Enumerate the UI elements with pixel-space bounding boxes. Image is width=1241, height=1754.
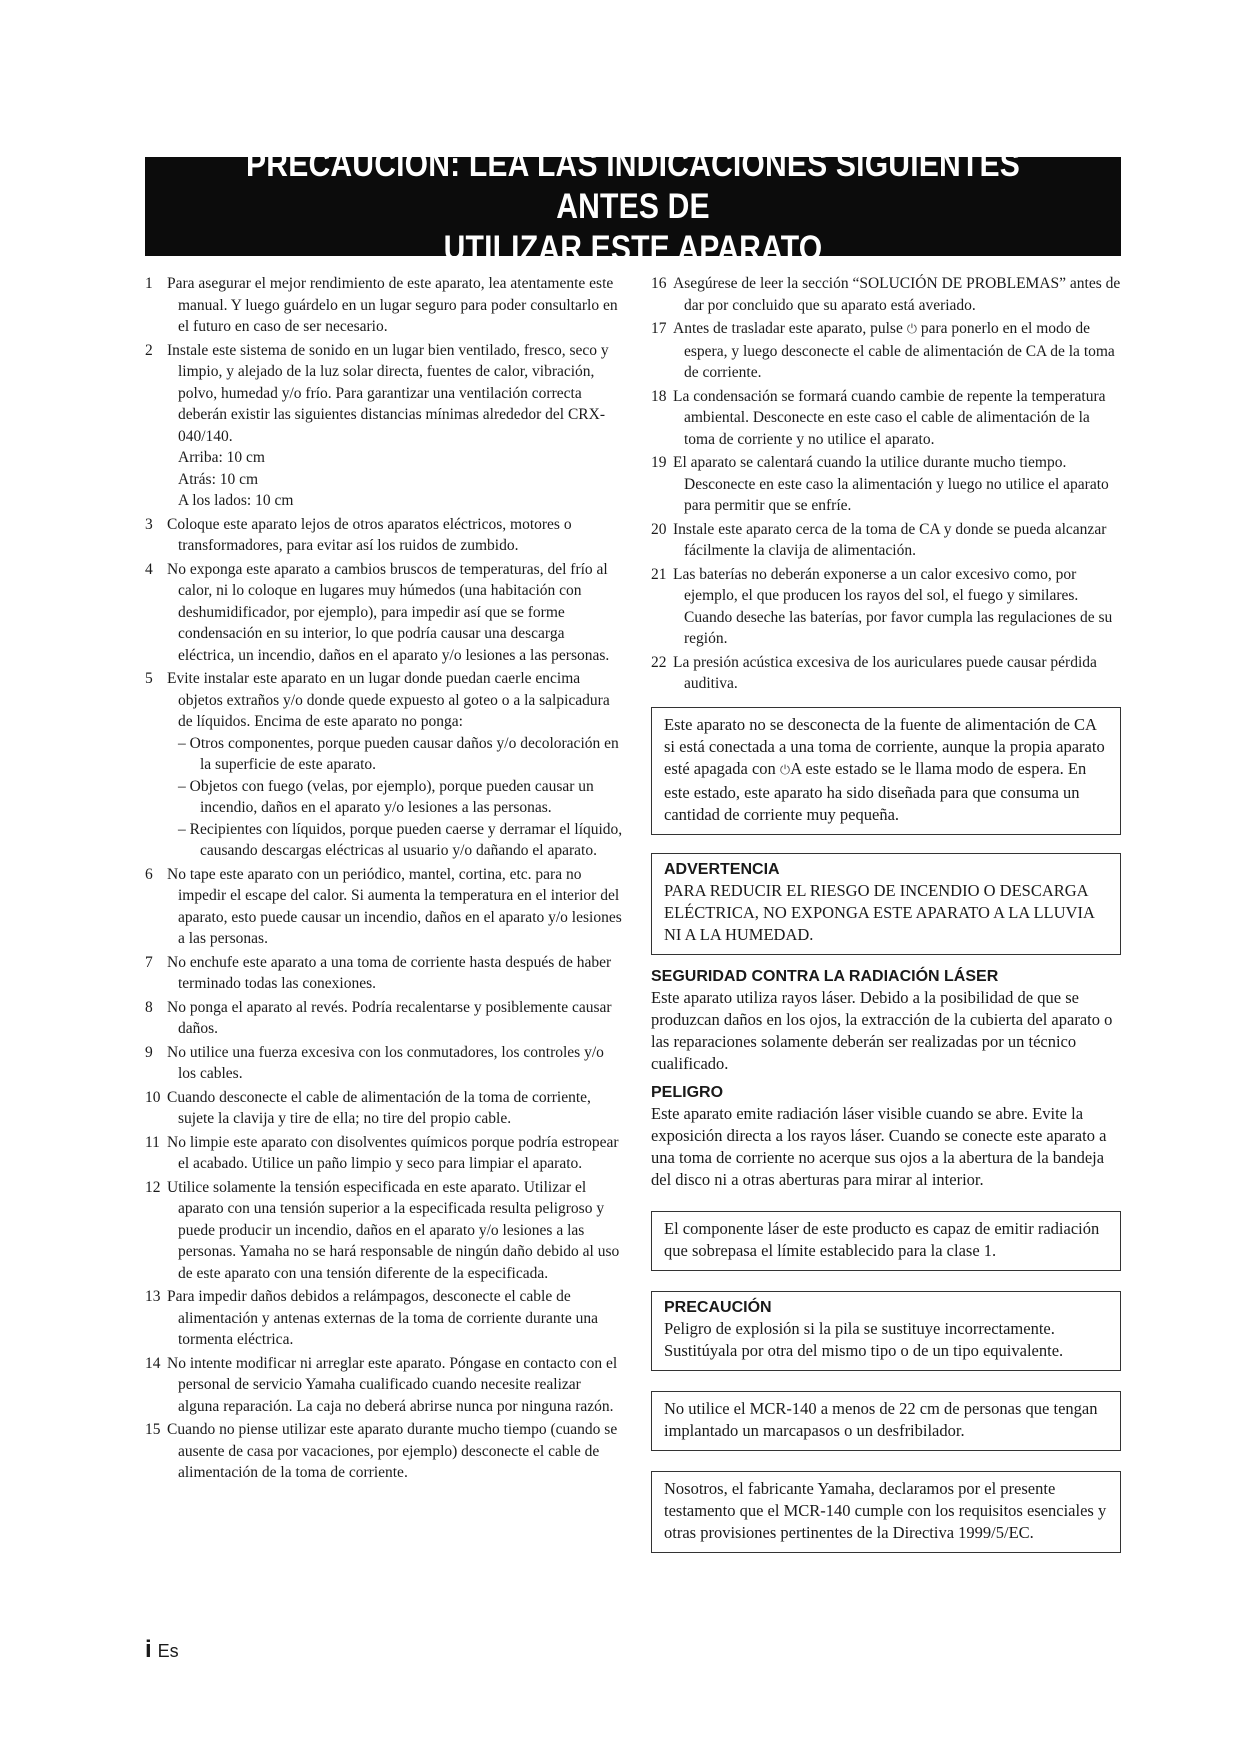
caution-heading: PRECAUCIÓN — [664, 1298, 772, 1316]
caution-box — [651, 1291, 1121, 1371]
right-column — [651, 273, 1121, 1553]
list-item: 9 No utilice una fuerza excesiva con los conmutadores, los controles y/o los cables. — [145, 1043, 604, 1082]
distance-top: Arriba: 10 cm — [178, 449, 265, 466]
list-item: 4 No exponga este aparato a cambios bruscos de temperaturas, del frío al calor, ni lo coloque en lugares muy húmedos (una habitación con deshumidificador, por ejemplo), para impedir así que se forme condensación en su interior, lo que podría causar una descarga eléctrica, un incendio, daños en el aparato y/o lesiones a las personas. — [145, 560, 610, 664]
list-item: 10 Cuando desconecte el cable de alimentación de la toma de corriente, sujete la clavija y tire de ella; no tire del propio cable. — [145, 1088, 591, 1127]
dash-item: – Objetos con fuego (velas, por ejemplo), porque pueden causar un incendio, daños en el aparato y/o lesiones a las personas. — [178, 777, 594, 816]
declaration-box: Nosotros, el fabricante Yamaha, declaramos por el presente testamento que el MCR-140 cumple con los requisitos esenciales y otras provisiones pertinentes de la Directiva 1999/5/EC. — [651, 1471, 1121, 1553]
list-item: 16 Asegúrese de leer la sección “SOLUCIÓN DE PROBLEMAS” antes de dar por concluido que su aparato está averiado. — [651, 275, 1121, 314]
title-line-2: UTILIZAR ESTE APARATO — [443, 228, 823, 268]
danger-heading: PELIGRO — [651, 1083, 724, 1101]
list-item: 5 Evite instalar este aparato en un lugar donde puedan caerle encima objetos extraños y/o donde quede expuesto al goteo o a la salpicadura de líquidos. Encima de este aparato no ponga: — [145, 670, 610, 730]
warning-text: PARA REDUCIR EL RIESGO DE INCENDIO O DESCARGA ELÉCTRICA, NO EXPONGA ESTE APARATO A LA LLUVIA NI A LA HUMEDAD. — [664, 880, 1094, 944]
list-item: 2 Instale este sistema de sonido en un lugar bien ventilado, fresco, seco y limpio, y alejado de la luz solar directa, fuentes de calor, vibración, polvo, humedad y/o frío. Para garantizar una ventilación correcta deberán existir las siguientes distancias mínimas alrededor del CRX-040/140. — [145, 341, 609, 445]
laser-safety-text: Este aparato utiliza rayos láser. Debido a la posibilidad de que se produzcan daños en los ojos, la extracción de la cubierta del aparato o las reparaciones solamente deberán ser realizadas por un técnico cualificado. — [651, 987, 1113, 1073]
page-footer — [145, 1636, 179, 1664]
page-title — [145, 144, 1121, 268]
danger-text: Este aparato emite radiación láser visible cuando se abre. Evite la exposición directa a los rayos láser. Cuando se conecte este aparato a una toma de corriente no acerque sus ojos a la abertura de la bandeja del disco ni a otras aberturas para mirar al interior. — [651, 1103, 1107, 1189]
list-item: 6 No tape este aparato con un periódico, mantel, cortina, etc. para no impedir el escape del calor. Si aumenta la temperatura en el interior del aparato, esto puede causar un incendio, daños en el aparato y/o lesiones a las personas. — [145, 865, 622, 947]
dash-item: – Recipientes con líquidos, porque pueden caerse y derramar el líquido, causando descargas eléctricas al usuario y/o dañando el aparato. — [178, 820, 623, 859]
list-item: 7 No enchufe este aparato a una toma de corriente hasta después de haber terminado todas las conexiones. — [145, 953, 612, 992]
list-item: 1 Para asegurar el mejor rendimiento de este aparato, lea atentamente este manual. Y luego guárdelo en un lugar seguro para poder consultarlo en el futuro en caso de ser necesario. — [145, 275, 618, 335]
warning-box — [651, 853, 1121, 955]
warning-heading: ADVERTENCIA — [664, 860, 780, 878]
list-item: 22 La presión acústica excesiva de los auriculares puede causar pérdida auditiva. — [651, 653, 1097, 692]
list-item: 15 Cuando no piense utilizar este aparato durante mucho tiempo (cuando se ausente de casa por vacaciones, por ejemplo) desconecte el cable de alimentación de la toma de corriente. — [145, 1421, 618, 1481]
laser-class-box: El componente láser de este producto es capaz de emitir radiación que sobrepasa el límite establecido para la clase 1. — [651, 1211, 1121, 1271]
list-item: 8 No ponga el aparato al revés. Podría recalentarse y posiblemente causar daños. — [145, 998, 612, 1037]
power-icon: ⏻ — [906, 322, 917, 337]
danger-section — [651, 1083, 1121, 1191]
list-item: 21 Las baterías no deberán exponerse a un calor excesivo como, por ejemplo, el que producen los rayos del sol, el fuego y similares. Cuando deseche las baterías, por favor cumpla las regulaciones de su región. — [651, 565, 1113, 647]
distance-back: Atrás: 10 cm — [178, 470, 259, 488]
page-number: i — [145, 1636, 152, 1663]
language-code: Es — [157, 1641, 179, 1661]
distance-sides: A los lados: 10 cm — [178, 492, 294, 509]
standby-notice-box: Este aparato no se desconecta de la fuente de alimentación de CA si está conectada a una toma de corriente, aunque la propia aparato esté apagada con ⏻A este estado se le llama modo de espera. En este estado, este aparato ha sido diseñada para que consuma un cantidad de corriente muy pequeña. — [651, 707, 1121, 835]
dash-item: – Otros componentes, porque pueden causar daños y/o decoloración en la superficie de este aparato. — [178, 734, 619, 773]
left-column — [145, 273, 623, 1486]
list-item: 12 Utilice solamente la tensión especificada en este aparato. Utilizar el aparato con una tensión superior a la especificada resulta peligroso y puede producir un incendio, daños en el aparato y/o lesiones a las personas. Yamaha no se hará responsable de ningún daño debido al uso de este aparato con una tensión diferente de la especificada. — [145, 1178, 620, 1282]
power-icon: ⏻ — [779, 762, 791, 778]
list-item: 19 El aparato se calentará cuando la utilice durante mucho tiempo. Desconecte en este caso la alimentación y luego no utilice el aparato para permitir que se enfríe. — [651, 454, 1109, 514]
pacemaker-box: No utilice el MCR-140 a menos de 22 cm de personas que tengan implantado un marcapasos o un desfribilador. — [651, 1391, 1121, 1451]
list-item: 3 Coloque este aparato lejos de otros aparatos eléctricos, motores o transformadores, para evitar así los ruidos de zumbido. — [145, 515, 572, 554]
list-item: 20 Instale este aparato cerca de la toma de CA y donde se pueda alcanzar fácilmente la clavija de alimentación. — [651, 520, 1107, 559]
title-line-1: PRECAUCIÓN: LEA LAS INDICACIONES SIGUIENTES ANTES DE — [246, 144, 1020, 226]
caution-text: Peligro de explosión si la pila se sustituye incorrectamente. Sustitúyala por otra del mismo tipo o de un tipo equivalente. — [664, 1318, 1064, 1360]
list-item: 18 La condensación se formará cuando cambie de repente la temperatura ambiental. Desconecte en este caso el cable de alimentación de la toma de corriente y no utilice el aparato. — [651, 387, 1106, 448]
list-item: 11 No limpie este aparato con disolventes químicos porque podría estropear el acabado. Utilice un paño limpio y seco para limpiar el aparato. — [145, 1133, 619, 1172]
list-item: 17 Antes de trasladar este aparato, pulse ⏻ para ponerlo en el modo de espera, y luego desconecte el cable de alimentación de CA de la toma de corriente. — [651, 320, 1115, 381]
list-item: 13 Para impedir daños debidos a relámpagos, desconecte el cable de alimentación y antenas externas de la toma de corriente durante una tormenta eléctrica. — [145, 1288, 599, 1348]
laser-safety-section — [651, 967, 1121, 1075]
list-item: 14 No intente modificar ni arreglar este aparato. Póngase en contacto con el personal de servicio Yamaha cualificado cuando necesite realizar alguna reparación. La caja no deberá abrirse nunca por ninguna razón. — [145, 1354, 618, 1415]
laser-safety-heading: SEGURIDAD CONTRA LA RADIACIÓN LÁSER — [651, 967, 999, 985]
